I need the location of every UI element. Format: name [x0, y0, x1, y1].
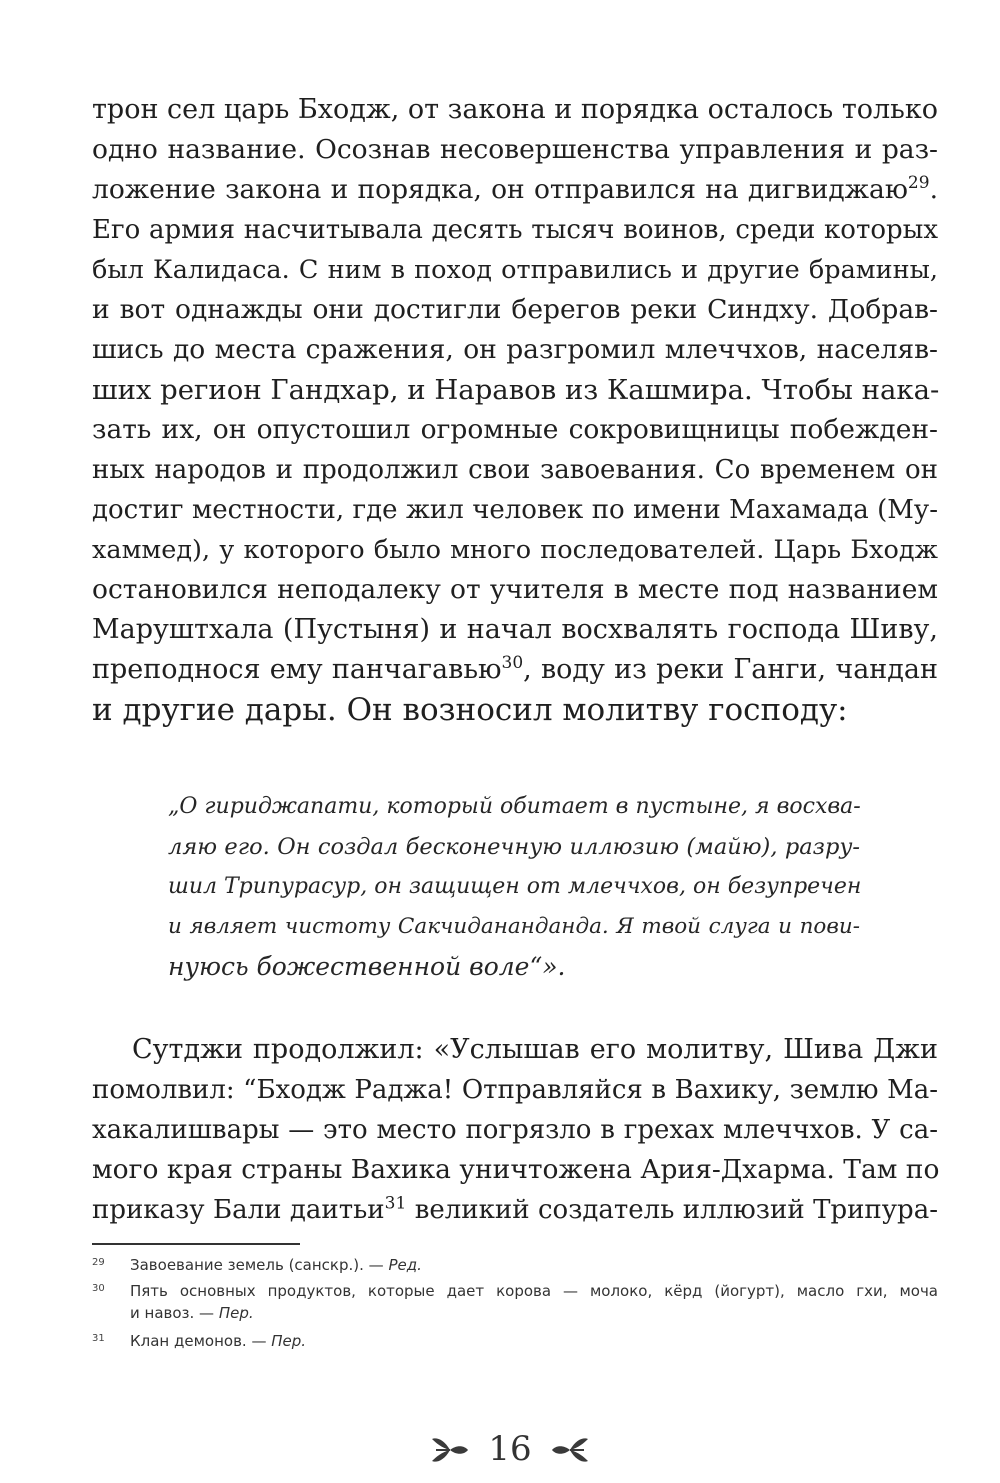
text-line: зать их, он опустошил огромные сокровищницы побежден- [92, 414, 938, 445]
text-line: хакалишвары — это место погрязло в грехах млеччхов. У са- [92, 1115, 938, 1145]
text-line: ных народов и продолжил свои завоевания. Со временем он [92, 455, 938, 485]
text-line: достиг местности, где жил человек по имени Махамада (Му- [92, 495, 938, 525]
text-span: приказу Бали даитьи [92, 1195, 385, 1225]
page-footer [430, 1425, 590, 1475]
text-line [92, 172, 938, 208]
footnote-separator [92, 1243, 300, 1245]
text-span: ложение закона и порядка, он отправился на дигвиджаю [92, 174, 908, 205]
quote-line: ляю его. Он создал бесконечную иллюзию (майю), разру- [168, 834, 860, 860]
text-span: . [929, 174, 938, 205]
text-line: остановился неподалеку от учителя в месте под названием [92, 574, 938, 605]
quote-line: и являет чистоту Сакчидананданда. Я твой слуга и пови- [168, 914, 860, 939]
footnote-text: и навоз. — [130, 1304, 219, 1322]
text-line: был Калидаса. С ним в поход отправились и другие брамины, [92, 255, 938, 285]
text-line: Маруштхала (Пустыня) и начал восхвалять господа Шиву, [92, 614, 938, 645]
text-line [92, 652, 938, 688]
text-span: преподнося ему панчагавью [92, 654, 502, 685]
footnote-ref-30[interactable]: 30 [501, 653, 524, 673]
page-number: 16 [488, 1429, 532, 1469]
quote-line: „О гириджапати, который обитает в пустыне, я восхва- [168, 794, 861, 819]
leaf-ornament-left-icon [430, 1433, 470, 1467]
footnote-30-cont [130, 1304, 938, 1322]
text-line: шись до места сражения, он разгромил млеччхов, населяв- [92, 334, 938, 365]
text-line: и вот однажды они достигли берегов реки Синдху. Добрав- [92, 294, 938, 325]
footnote-29 [130, 1256, 938, 1274]
quote-line: нуюсь божественной воле“». [168, 952, 566, 981]
leaf-ornament-right-icon [550, 1433, 590, 1467]
footnote-abbr: Пер. [218, 1304, 254, 1322]
text-line: мого края страны Вахика уничтожена Ария-Дхарма. Там по [92, 1154, 940, 1185]
footnote-ref-29[interactable]: 29 [907, 173, 930, 194]
quote-line: шил Трипурасур, он защищен от млеччхов, он безупречен [168, 874, 862, 899]
footnote-number: 30 [92, 1283, 105, 1294]
footnote-30: Пять основных продуктов, которые дает корова — молоко, кёрд (йогурт), масло гхи, моча [130, 1282, 938, 1300]
footnote-31 [130, 1332, 938, 1350]
text-span: , воду из реки Ганги, чандан [523, 654, 939, 685]
footnote-number: 31 [92, 1333, 105, 1344]
text-line: одно название. Осознав несовершенства управления и раз- [92, 134, 938, 165]
text-line: Сутджи продолжил: «Услышав его молитву, Шива Джи [132, 1034, 938, 1065]
footnote-abbr: Ред. [388, 1256, 422, 1274]
text-line: хаммед), у которого было много последователей. Царь Бходж [92, 535, 938, 565]
text-line: помолвил: “Бходж Раджа! Отправляйся в Вахику, землю Ма- [92, 1075, 938, 1105]
text-line: Его армия насчитывала десять тысяч воинов, среди которых [92, 215, 938, 245]
footnote-number: 29 [92, 1257, 105, 1268]
text-line [92, 1192, 938, 1228]
text-line: трон сел царь Бходж, от закона и порядка осталось только [92, 94, 938, 125]
text-line: ших регион Гандхар, и Наравов из Кашмира. Чтобы нака- [92, 374, 940, 406]
footnote-text: Завоевание земель (санскр.). — [130, 1256, 389, 1274]
footnote-ref-31[interactable]: 31 [384, 1193, 407, 1214]
footnote-text: Клан демонов. — [130, 1332, 272, 1350]
text-line: и другие дары. Он возносил молитву господу: [92, 692, 848, 728]
text-span: великий создатель иллюзий Трипура- [406, 1195, 938, 1225]
footnote-abbr: Пер. [271, 1332, 307, 1350]
